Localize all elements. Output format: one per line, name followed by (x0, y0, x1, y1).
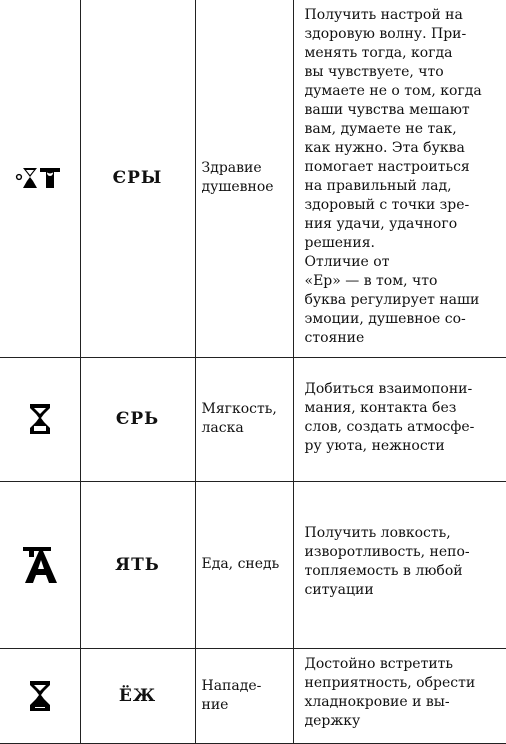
description-line: ваши чувства мешают (304, 102, 470, 118)
letter-meaning (195, 648, 293, 743)
table-row (0, 481, 506, 648)
description-line: Получить ловкость, (304, 524, 451, 541)
glyph-cell (0, 648, 80, 743)
description-line: решения. (304, 235, 375, 251)
table-row (0, 0, 506, 357)
glyph-cell (0, 0, 80, 357)
ery-glyph-icon (15, 169, 65, 186)
description-line: вы чувствуете, что (304, 64, 444, 80)
description-line: мания, контакта без (304, 399, 457, 416)
letter-description (293, 481, 506, 648)
description-line: слов, создать атмосфе- (304, 418, 475, 435)
meaning-line: Нападе- (201, 677, 262, 694)
letter-description (293, 0, 506, 357)
yat-glyph-icon (20, 555, 60, 572)
meaning-line: душевное (201, 179, 274, 196)
description-line: буква регулирует наши (304, 292, 480, 308)
description-line: изворотливость, непо- (304, 543, 470, 560)
meaning-line: ние (201, 696, 229, 713)
description-line: менять тогда, когда (304, 45, 453, 61)
description-line: думаете не о том, когда (304, 83, 482, 99)
description-line: стояние (304, 330, 365, 346)
description-line: помогает настроиться (304, 159, 470, 175)
meaning-line: Здравие (201, 160, 262, 177)
letter-name: ЄРЫ (80, 0, 195, 357)
letter-meaning (195, 481, 293, 648)
description-line: на правильный лад, (304, 178, 452, 194)
description-line: ситуации (304, 581, 374, 598)
description-line: держку (304, 712, 361, 729)
description-line: ру уюта, нежности (304, 437, 445, 454)
description-line: эмоции, душевное со- (304, 311, 466, 327)
letter-meaning (195, 357, 293, 481)
description-line: здоровый с точки зре- (304, 197, 470, 213)
letter-name: ЯТЬ (80, 481, 195, 648)
description-line: как нужно. Эта буква (304, 140, 465, 156)
description-line: Достойно встретить (304, 655, 454, 672)
description-line: топляемость в любой (304, 562, 463, 579)
yozh-glyph-icon (28, 686, 52, 703)
description-line: «Ер» — в том, что (304, 273, 438, 289)
meaning-line: Мягкость, (201, 401, 277, 417)
letter-meaning (195, 0, 293, 357)
description-line: хладнокровие и вы- (304, 693, 450, 710)
table-row (0, 648, 506, 743)
meaning-line: Еда, снедь (201, 556, 280, 572)
description-line: здоровую волну. При- (304, 26, 467, 42)
description-line: Добиться взаимопони- (304, 380, 473, 397)
letter-name: ЁЖ (80, 648, 195, 743)
glyph-cell (0, 357, 80, 481)
description-line: вам, думаете не так, (304, 121, 457, 137)
description-line: Отличие от (304, 254, 390, 270)
meaning-line: ласка (201, 420, 244, 436)
table-row (0, 357, 506, 481)
letter-description (293, 648, 506, 743)
description-line: ния удачи, удачного (304, 216, 458, 232)
er-soft-glyph-icon (28, 410, 52, 427)
letter-description (293, 357, 506, 481)
description-line: неприятность, обрести (304, 674, 476, 691)
description-line: Получить настрой на (304, 7, 463, 23)
letter-name: ЄРЬ (80, 357, 195, 481)
glyph-cell (0, 481, 80, 648)
